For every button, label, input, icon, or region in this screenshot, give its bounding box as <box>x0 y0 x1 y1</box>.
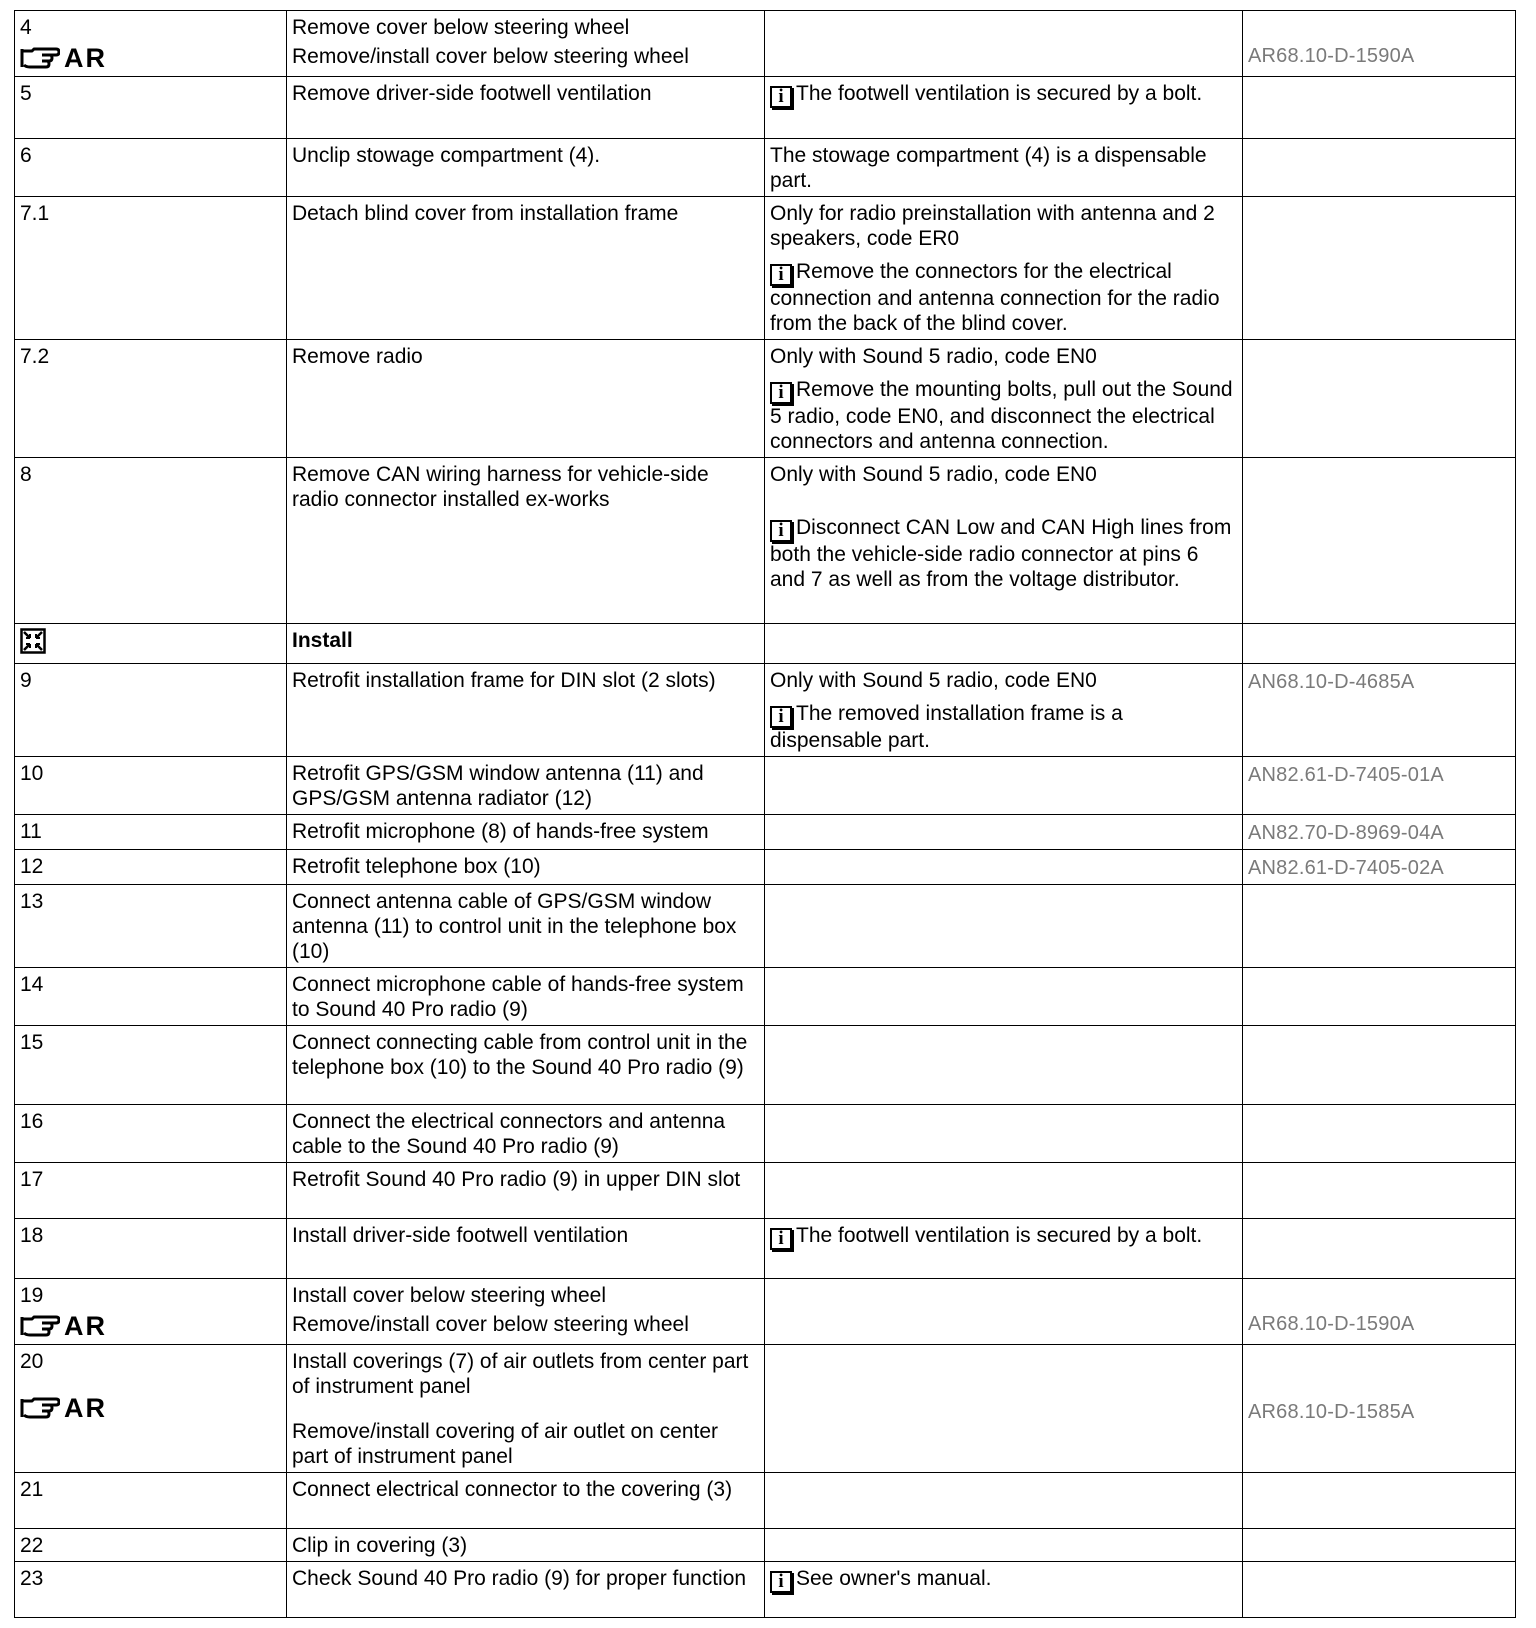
note-text <box>770 701 1237 753</box>
action-cell <box>287 1473 765 1529</box>
table-row <box>15 815 1516 850</box>
note-text-content: Remove the connectors for the electrical connection and antenna connection for the radio from the back of the blind cover. <box>770 260 1220 335</box>
step-cell <box>15 968 287 1026</box>
action-cell <box>287 1163 765 1219</box>
action-cell <box>287 850 765 885</box>
table-row <box>15 968 1516 1026</box>
action-text: Remove/install cover below steering wheel <box>292 45 689 68</box>
step-number: 7.1 <box>20 202 50 225</box>
action-cell <box>287 664 765 757</box>
note-cell <box>765 340 1243 458</box>
action-text: Install <box>292 629 353 652</box>
note-text <box>770 515 1237 592</box>
action-text: Retrofit microphone (8) of hands-free system <box>292 820 709 843</box>
table-row <box>15 139 1516 197</box>
step-number: 11 <box>20 820 42 843</box>
action-text: Retrofit GPS/GSM window antenna (11) and GPS/GSM antenna radiator (12) <box>292 762 704 810</box>
note-text-content: The footwell ventilation is secured by a bolt. <box>796 1224 1203 1247</box>
step-cell <box>15 757 287 815</box>
step-number: 15 <box>20 1031 44 1054</box>
action-text: Unclip stowage compartment (4). <box>292 144 601 167</box>
action-cell <box>287 1219 765 1279</box>
table-row <box>15 1529 1516 1562</box>
step-number: 5 <box>20 82 32 105</box>
table-row <box>15 1105 1516 1163</box>
note-cell <box>765 1163 1243 1219</box>
note-text <box>770 377 1237 454</box>
action-cell <box>287 815 765 850</box>
step-number: 21 <box>20 1478 44 1501</box>
step-cell <box>15 1219 287 1279</box>
action-cell <box>287 77 765 139</box>
note-cell <box>765 1562 1243 1618</box>
table-row <box>15 624 1516 664</box>
note-cell <box>765 1473 1243 1529</box>
note-cell <box>765 815 1243 850</box>
step-number: 23 <box>20 1567 44 1590</box>
reference-cell <box>1243 1562 1516 1618</box>
table-row <box>15 850 1516 885</box>
table-row <box>15 1473 1516 1529</box>
action-cell <box>287 1562 765 1618</box>
note-text <box>770 344 1237 369</box>
reference-cell <box>1243 458 1516 624</box>
note-text-content: Only with Sound 5 radio, code EN0 <box>770 345 1097 368</box>
reference-code: AN82.61-D-7405-02A <box>1248 857 1444 879</box>
note-text-content: The footwell ventilation is secured by a bolt. <box>796 82 1203 105</box>
note-text <box>770 1223 1237 1250</box>
note-text <box>770 1566 1237 1593</box>
step-cell <box>15 815 287 850</box>
note-cell <box>765 624 1243 664</box>
reference-cell <box>1243 1279 1516 1345</box>
step-cell <box>15 624 287 664</box>
action-cell <box>287 624 765 664</box>
table-row <box>15 1026 1516 1105</box>
step-number: 4 <box>20 16 32 39</box>
ar-reference-marker <box>20 1312 281 1340</box>
table-row <box>15 757 1516 815</box>
action-cell <box>287 968 765 1026</box>
action-text: Retrofit installation frame for DIN slot (2 slots) <box>292 669 716 692</box>
reference-cell <box>1243 1026 1516 1105</box>
action-text: Remove radio <box>292 345 423 368</box>
note-cell <box>765 885 1243 968</box>
note-text-content: Only with Sound 5 radio, code EN0 <box>770 669 1097 692</box>
note-cell <box>765 1345 1243 1473</box>
action-cell <box>287 885 765 968</box>
table-row <box>15 340 1516 458</box>
step-cell <box>15 11 287 77</box>
ar-reference-marker <box>20 44 281 72</box>
action-text: Install coverings (7) of air outlets from center part of instrument panel <box>292 1350 749 1398</box>
action-cell <box>287 1345 765 1473</box>
reference-cell <box>1243 1345 1516 1473</box>
note-cell <box>765 664 1243 757</box>
step-cell <box>15 340 287 458</box>
reference-cell <box>1243 1473 1516 1529</box>
reference-cell <box>1243 1219 1516 1279</box>
reference-cell <box>1243 850 1516 885</box>
step-cell <box>15 77 287 139</box>
note-cell <box>765 1279 1243 1345</box>
action-cell <box>287 458 765 624</box>
info-icon: i <box>770 264 792 286</box>
action-text: Remove driver-side footwell ventilation <box>292 82 652 105</box>
note-cell <box>765 968 1243 1026</box>
action-text: Remove/install cover below steering wheel <box>292 1313 689 1336</box>
action-text: Connect electrical connector to the covering (3) <box>292 1478 733 1501</box>
table-row <box>15 1219 1516 1279</box>
step-number: 10 <box>20 762 44 785</box>
action-text: Install cover below steering wheel <box>292 1284 606 1307</box>
ar-reference-marker <box>20 1394 281 1422</box>
step-number: 7.2 <box>20 345 50 368</box>
action-cell <box>287 1105 765 1163</box>
action-text: Retrofit telephone box (10) <box>292 855 541 878</box>
pointing-hand-icon <box>20 45 60 71</box>
pointing-hand-icon <box>20 1313 60 1339</box>
reference-cell <box>1243 1529 1516 1562</box>
action-text: Connect antenna cable of GPS/GSM window antenna (11) to control unit in the telephone box (10) <box>292 890 737 963</box>
action-text: Connect the electrical connectors and antenna cable to the Sound 40 Pro radio (9) <box>292 1110 726 1158</box>
note-text-content: Only with Sound 5 radio, code EN0 <box>770 463 1097 486</box>
action-cell <box>287 340 765 458</box>
reference-cell <box>1243 11 1516 77</box>
step-cell <box>15 1026 287 1105</box>
action-text: Remove/install covering of air outlet on center part of instrument panel <box>292 1420 719 1468</box>
table-row <box>15 197 1516 340</box>
table-row <box>15 458 1516 624</box>
note-text <box>770 201 1237 251</box>
step-number: 18 <box>20 1224 44 1247</box>
step-cell <box>15 197 287 340</box>
note-text-content: See owner's manual. <box>796 1567 992 1590</box>
step-number: 22 <box>20 1534 44 1557</box>
note-text <box>770 143 1237 193</box>
step-cell <box>15 850 287 885</box>
reference-code: AR68.10-D-1590A <box>1248 1313 1415 1335</box>
install-icon <box>20 628 46 654</box>
reference-cell <box>1243 815 1516 850</box>
action-text: Remove cover below steering wheel <box>292 16 630 39</box>
action-text: Connect connecting cable from control unit in the telephone box (10) to the Sound 40 Pro radio (9) <box>292 1031 748 1079</box>
info-icon: i <box>770 86 792 108</box>
note-text <box>770 462 1237 487</box>
reference-code: AR68.10-D-1590A <box>1248 45 1415 67</box>
table-row <box>15 1279 1516 1345</box>
reference-cell <box>1243 624 1516 664</box>
note-cell <box>765 850 1243 885</box>
action-text: Connect microphone cable of hands-free system to Sound 40 Pro radio (9) <box>292 973 744 1021</box>
note-cell <box>765 1529 1243 1562</box>
step-number: 12 <box>20 855 44 878</box>
reference-code: AN82.70-D-8969-04A <box>1248 822 1444 844</box>
step-number: 9 <box>20 669 32 692</box>
reference-code: AR68.10-D-1585A <box>1248 1401 1415 1423</box>
table-row <box>15 885 1516 968</box>
info-icon: i <box>770 520 792 542</box>
info-icon: i <box>770 382 792 404</box>
step-number: 13 <box>20 890 44 913</box>
reference-cell <box>1243 139 1516 197</box>
reference-code: AN82.61-D-7405-01A <box>1248 764 1444 786</box>
ar-label: AR <box>64 43 107 73</box>
action-cell <box>287 1529 765 1562</box>
note-text <box>770 81 1237 108</box>
step-cell <box>15 139 287 197</box>
reference-cell <box>1243 885 1516 968</box>
step-cell <box>15 1562 287 1618</box>
action-text: Detach blind cover from installation frame <box>292 202 679 225</box>
step-cell <box>15 1279 287 1345</box>
step-number: 19 <box>20 1284 44 1307</box>
note-text-content: The removed installation frame is a dispensable part. <box>770 702 1123 752</box>
table-row <box>15 77 1516 139</box>
note-cell <box>765 77 1243 139</box>
step-cell <box>15 1529 287 1562</box>
note-cell <box>765 757 1243 815</box>
reference-cell <box>1243 340 1516 458</box>
action-cell <box>287 11 765 77</box>
reference-cell <box>1243 77 1516 139</box>
action-text: Install driver-side footwell ventilation <box>292 1224 629 1247</box>
info-icon: i <box>770 1571 792 1593</box>
action-text: Retrofit Sound 40 Pro radio (9) in upper DIN slot <box>292 1168 741 1191</box>
step-cell <box>15 1163 287 1219</box>
note-text <box>770 668 1237 693</box>
note-text-content: Disconnect CAN Low and CAN High lines from both the vehicle-side radio connector at pins 6 and 7 as well as from the voltage distributor. <box>770 516 1232 591</box>
note-text <box>770 259 1237 336</box>
note-cell <box>765 458 1243 624</box>
note-cell <box>765 139 1243 197</box>
step-cell <box>15 458 287 624</box>
note-text-content: Only for radio preinstallation with antenna and 2 speakers, code ER0 <box>770 202 1215 250</box>
procedure-table <box>14 10 1516 1618</box>
step-number: 8 <box>20 463 32 486</box>
table-row <box>15 11 1516 77</box>
note-text-content: The stowage compartment (4) is a dispensable part. <box>770 144 1207 192</box>
note-cell <box>765 197 1243 340</box>
table-row <box>15 1163 1516 1219</box>
note-cell <box>765 1219 1243 1279</box>
step-cell <box>15 1345 287 1473</box>
action-cell <box>287 139 765 197</box>
action-cell <box>287 197 765 340</box>
action-text: Remove CAN wiring harness for vehicle-side radio connector installed ex-works <box>292 463 709 511</box>
reference-cell <box>1243 968 1516 1026</box>
step-number: 16 <box>20 1110 44 1133</box>
step-cell <box>15 1105 287 1163</box>
note-cell <box>765 1026 1243 1105</box>
step-number: 17 <box>20 1168 44 1191</box>
action-cell <box>287 757 765 815</box>
table-row <box>15 1345 1516 1473</box>
action-text: Check Sound 40 Pro radio (9) for proper function <box>292 1567 747 1590</box>
reference-cell <box>1243 1105 1516 1163</box>
step-number: 20 <box>20 1350 44 1373</box>
reference-cell <box>1243 757 1516 815</box>
step-cell <box>15 1473 287 1529</box>
table-row <box>15 664 1516 757</box>
info-icon: i <box>770 1228 792 1250</box>
step-number: 6 <box>20 144 32 167</box>
step-cell <box>15 885 287 968</box>
table-row <box>15 1562 1516 1618</box>
reference-cell <box>1243 664 1516 757</box>
action-cell <box>287 1026 765 1105</box>
pointing-hand-icon <box>20 1395 60 1421</box>
reference-cell <box>1243 197 1516 340</box>
reference-cell <box>1243 1163 1516 1219</box>
ar-label: AR <box>64 1311 107 1341</box>
reference-code: AN68.10-D-4685A <box>1248 671 1415 693</box>
note-cell <box>765 1105 1243 1163</box>
info-icon: i <box>770 706 792 728</box>
note-text-content: Remove the mounting bolts, pull out the Sound 5 radio, code EN0, and disconnect the electrical connectors and antenna connection. <box>770 378 1233 453</box>
ar-label: AR <box>64 1393 107 1423</box>
note-cell <box>765 11 1243 77</box>
step-cell <box>15 664 287 757</box>
action-text: Clip in covering (3) <box>292 1534 468 1557</box>
step-number: 14 <box>20 973 44 996</box>
action-cell <box>287 1279 765 1345</box>
